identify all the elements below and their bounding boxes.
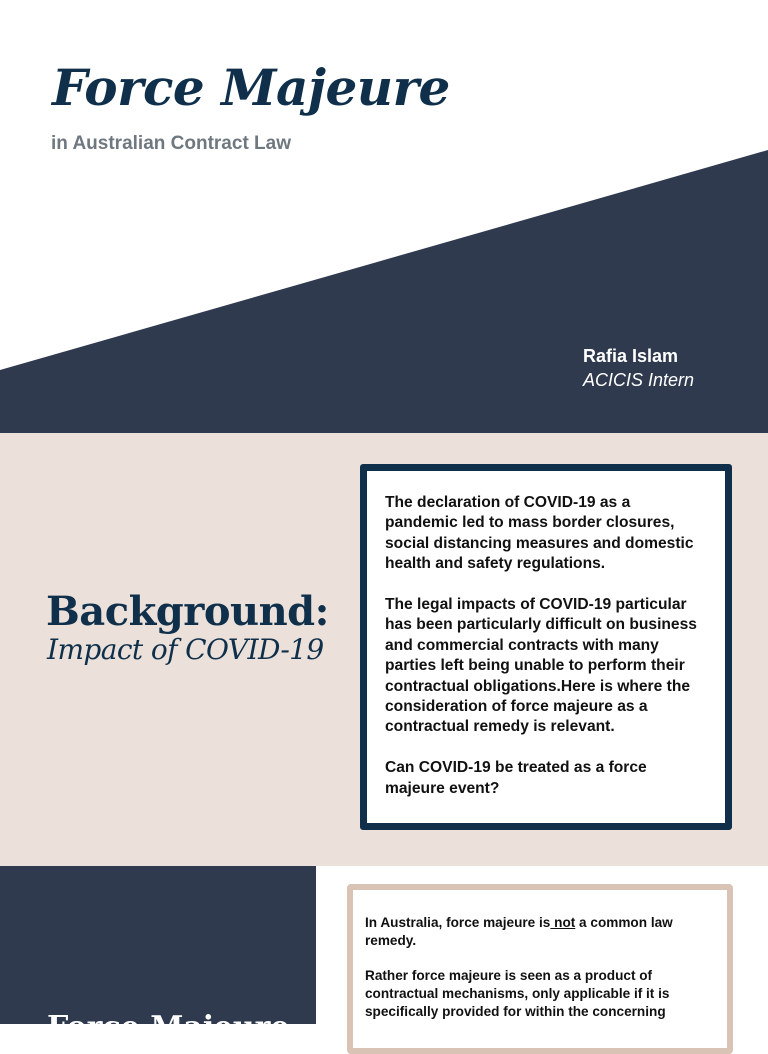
background-section <box>0 433 768 866</box>
page-title: Force Majeure <box>52 58 450 117</box>
definition-paragraph <box>365 914 715 950</box>
background-heading: Background: <box>46 588 329 635</box>
navy-panel <box>0 866 316 1045</box>
force-majeure-section <box>0 866 768 1045</box>
emphasis-not: not <box>550 915 576 930</box>
definition-text-end: a common law remedy. <box>365 915 673 948</box>
author-role: ACICIS Intern <box>583 370 695 390</box>
background-paragraph: The legal impacts of COVID-19 particular has been particularly difficult on business and commercial contracts with many parties left being unable to perform their contractual obligations.Here is where the consideration of force majeure as a contractual remedy is relevant. <box>385 596 697 736</box>
section-heading: Force Majeure <box>47 1010 290 1045</box>
background-subheading: Impact of COVID-19 <box>47 633 324 666</box>
page-subtitle: in Australian Contract Law <box>51 133 291 154</box>
definition-text: In Australia, force majeure is <box>365 915 551 930</box>
author-name: Rafia Islam <box>583 346 679 366</box>
contractual-paragraph: Rather force majeure is seen as a product of contractual mechanisms, only applicable if it is specifically provided for within the concerning <box>365 968 670 1019</box>
background-text-card <box>360 464 732 830</box>
background-question: Can COVID-19 be treated as a force majeure event? <box>385 759 647 797</box>
background-paragraph: The declaration of COVID-19 as a pandemic led to mass border closures, social distancing measures and domestic health and safety regulations. <box>385 494 694 573</box>
hero-section <box>0 0 768 433</box>
force-majeure-text-card <box>347 884 733 1054</box>
